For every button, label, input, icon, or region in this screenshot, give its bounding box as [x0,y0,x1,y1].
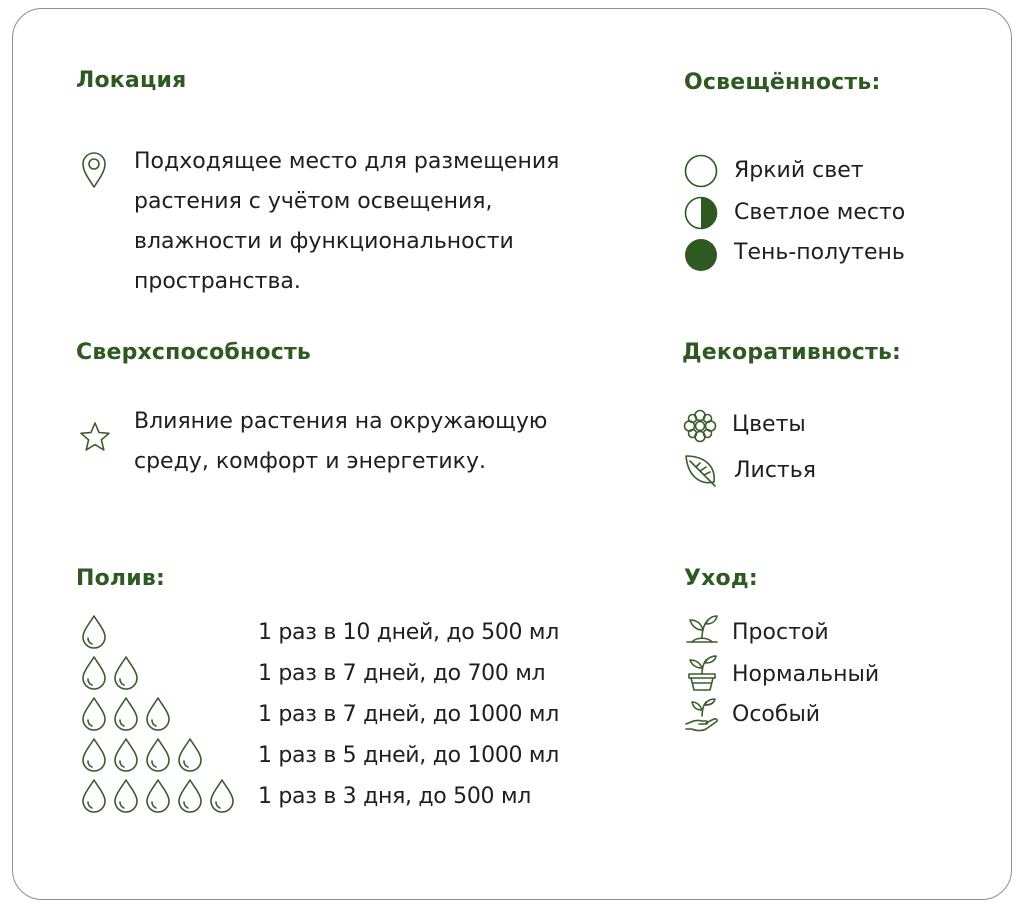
water-drop-icon [80,737,108,773]
water-drop-icon [144,696,172,732]
care-label: Особый [732,702,821,727]
care-heading: Уход: [684,566,758,591]
half-circle-icon [684,196,718,234]
watering-drops [80,655,140,691]
water-drop-icon [144,778,172,814]
lighting-heading: Освещённость: [684,70,881,95]
watering-row [80,778,620,818]
lighting-label: Светлое место [734,200,906,225]
watering-row [80,696,620,736]
care-label: Простой [732,620,829,645]
location-pin-icon [80,150,108,194]
water-drop-icon [176,778,204,814]
superpower-heading: Сверхспособность [76,340,312,365]
watering-row [80,614,620,654]
decorative-label: Цветы [732,412,806,437]
star-icon [78,420,112,458]
decorative-label: Листья [734,458,816,483]
lighting-label: Тень-полутень [734,240,905,265]
filled-circle-icon [684,238,718,276]
watering-row [80,737,620,777]
watering-text: 1 раз в 5 дней, до 1000 мл [258,743,559,768]
watering-text: 1 раз в 7 дней, до 1000 мл [258,702,559,727]
water-drop-icon [80,614,108,650]
location-heading: Локация [76,68,187,93]
water-drop-icon [80,655,108,691]
empty-circle-icon [684,154,718,192]
decorative-heading: Декоративность: [682,340,902,365]
watering-drops [80,614,108,650]
sprout-icon [684,612,720,652]
water-drop-icon [80,696,108,732]
potted-plant-icon [684,654,720,696]
care-label: Нормальный [732,662,880,687]
water-drop-icon [176,737,204,773]
water-drop-icon [144,737,172,773]
watering-drops [80,778,236,814]
hand-sprout-icon [684,696,720,738]
watering-drops [80,737,204,773]
water-drop-icon [208,778,236,814]
watering-text: 1 раз в 10 дней, до 500 мл [258,620,559,645]
water-drop-icon [80,778,108,814]
watering-row [80,655,620,695]
water-drop-icon [112,778,140,814]
leaf-icon [682,452,720,494]
lighting-label: Яркий свет [734,158,864,183]
watering-heading: Полив: [76,566,165,591]
watering-text: 1 раз в 7 дней, до 700 мл [258,661,546,686]
superpower-description: Влияние растения на окружающую среду, комфорт и энергетику. [134,409,548,474]
water-drop-icon [112,655,140,691]
water-drop-icon [112,696,140,732]
watering-text: 1 раз в 3 дня, до 500 мл [258,784,531,809]
location-description: Подходящее место для размещения растения с учётом освещения, влажности и функциональности пространства. [134,149,560,294]
watering-drops [80,696,172,732]
water-drop-icon [112,737,140,773]
flower-icon [682,408,718,448]
